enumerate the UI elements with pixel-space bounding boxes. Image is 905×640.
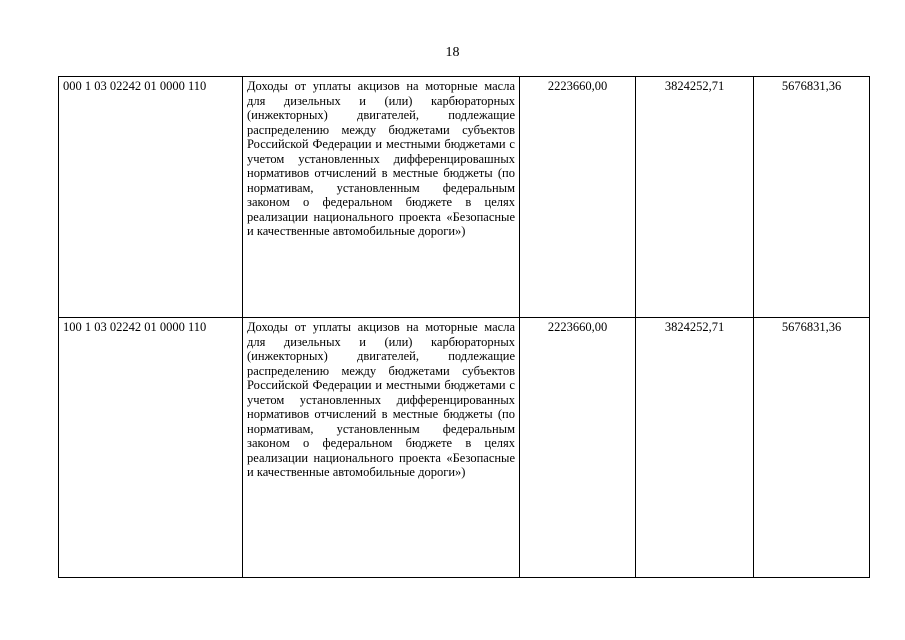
budget-revenue-table — [58, 76, 870, 578]
budget-classification-code: 000 1 03 02242 01 0000 110 — [59, 77, 243, 318]
amount-year-1: 2223660,00 — [520, 318, 636, 578]
amount-year-3: 5676831,36 — [754, 77, 870, 318]
table-row — [59, 77, 870, 318]
amount-year-2: 3824252,71 — [636, 77, 754, 318]
revenue-description: Доходы от уплаты акцизов на моторные масла для дизельных и (или) карбюраторных (инжекторных) двигателей, подлежащие распределению между бюджетами субъектов Российской Федерации и местными бюджетами с учетом установленных дифференцировашных нормативов отчислений в местные бюджеты (по нормативам, установленным федеральным законом о федеральном бюджете в целях реализации национального проекта «Безопасные и качественные автомобильные дороги») — [243, 77, 520, 318]
revenue-description: Доходы от уплаты акцизов на моторные масла для дизельных и (или) карбюраторных (инжекторных) двигателей, подлежащие распределению между бюджетами субъектов Российской Федерации и местными бюджетами с учетом установленных дифференцированных нормативов отчислений в местные бюджеты (по нормативам, установленным федеральным законом о федеральном бюджете в целях реализации национального проекта «Безопасные и качественные автомобильные дороги») — [243, 318, 520, 578]
table-row — [59, 318, 870, 578]
page-number: 18 — [445, 45, 460, 60]
amount-year-3: 5676831,36 — [754, 318, 870, 578]
amount-year-2: 3824252,71 — [636, 318, 754, 578]
amount-year-1: 2223660,00 — [520, 77, 636, 318]
budget-classification-code: 100 1 03 02242 01 0000 110 — [59, 318, 243, 578]
